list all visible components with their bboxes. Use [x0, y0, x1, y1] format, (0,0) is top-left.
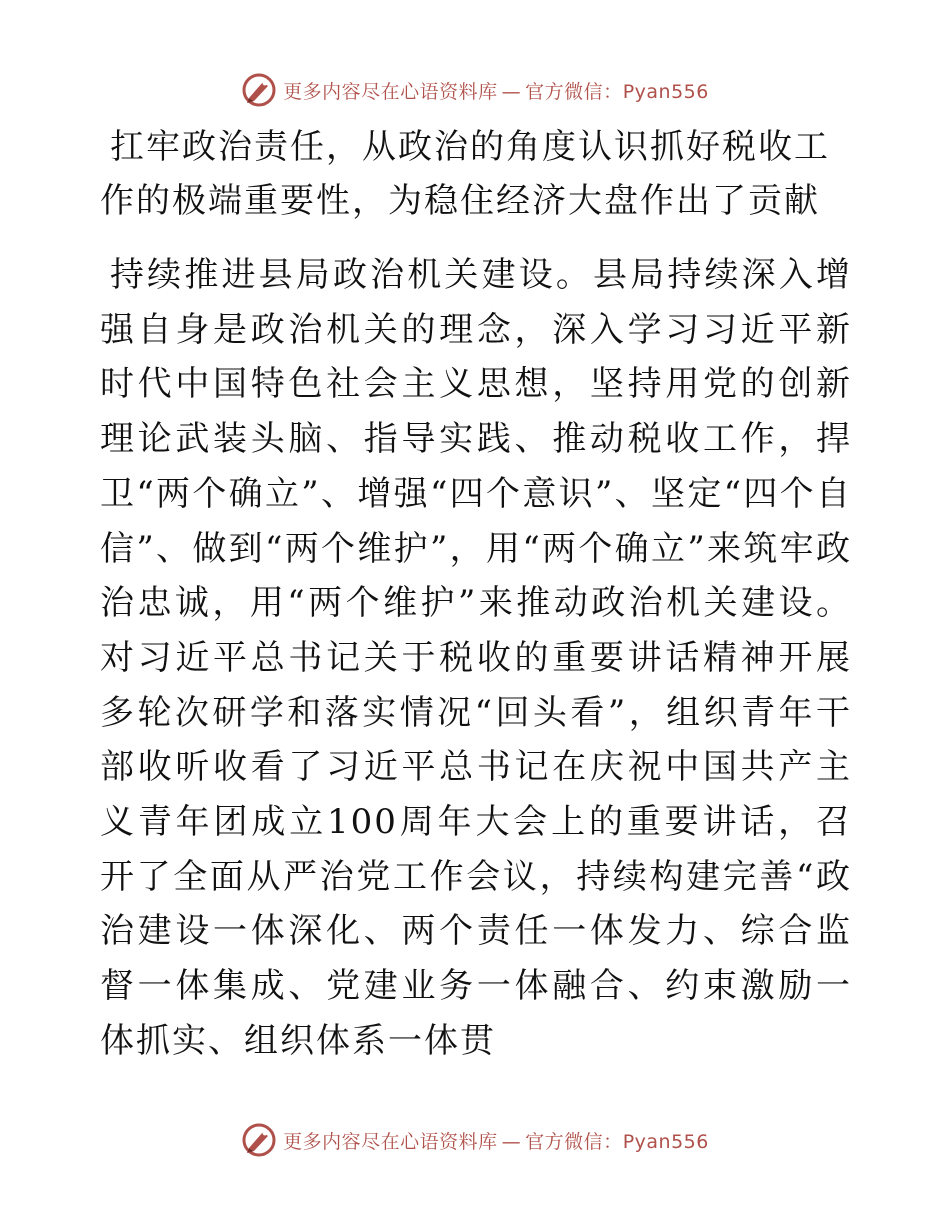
section-heading: 扛牢政治责任，从政治的角度认识抓好税收工作的极端重要性，为稳住经济大盘作出了贡献	[100, 127, 830, 221]
watermark-separator: —	[501, 1130, 522, 1153]
watermark-wechat-label: 官方微信：	[525, 1130, 623, 1153]
watermark-separator: —	[501, 80, 522, 103]
pen-logo-icon	[241, 72, 277, 108]
body-paragraph: 持续推进县局政治机关建设。县局持续深入增强自身是政治机关的理念，深入学习习近平新时代中国特色社会主义思想，坚持用党的创新理论武装头脑、指导实践、推动税收工作，捍卫“两个确立”、增强“四个意识”、坚定“四个自信”、做到“两个维护”，用“两个确立”来筑牢政治忠诚，用“两个维护”来推动政治机关建设。对习近平总书记关于税收的重要讲话精神开展多轮次研学和落实情况“回头看”，组织青年干部收听收看了习近平总书记在庆祝中国共产主义青年团成立100周年大会上的重要讲话，召开了全面从严治党工作会议，持续构建完善“政治建设一体深化、两个责任一体发力、综合监督一体集成、党建业务一体融合、约束激励一体抓实、组织体系一体贯	[100, 255, 852, 1061]
watermark-site-name: 更多内容尽在心语资料库	[283, 1130, 498, 1153]
footer-watermark	[0, 1118, 950, 1162]
watermark-wechat-id: Pyan556	[622, 1130, 709, 1153]
watermark-text	[283, 77, 709, 104]
pen-logo-icon	[241, 1122, 277, 1158]
watermark-site-name: 更多内容尽在心语资料库	[283, 80, 498, 103]
watermark-wechat-label: 官方微信：	[525, 80, 623, 103]
header-watermark	[0, 68, 950, 112]
document-body	[100, 120, 852, 1069]
watermark-text	[283, 1127, 709, 1154]
watermark-wechat-id: Pyan556	[622, 80, 709, 103]
